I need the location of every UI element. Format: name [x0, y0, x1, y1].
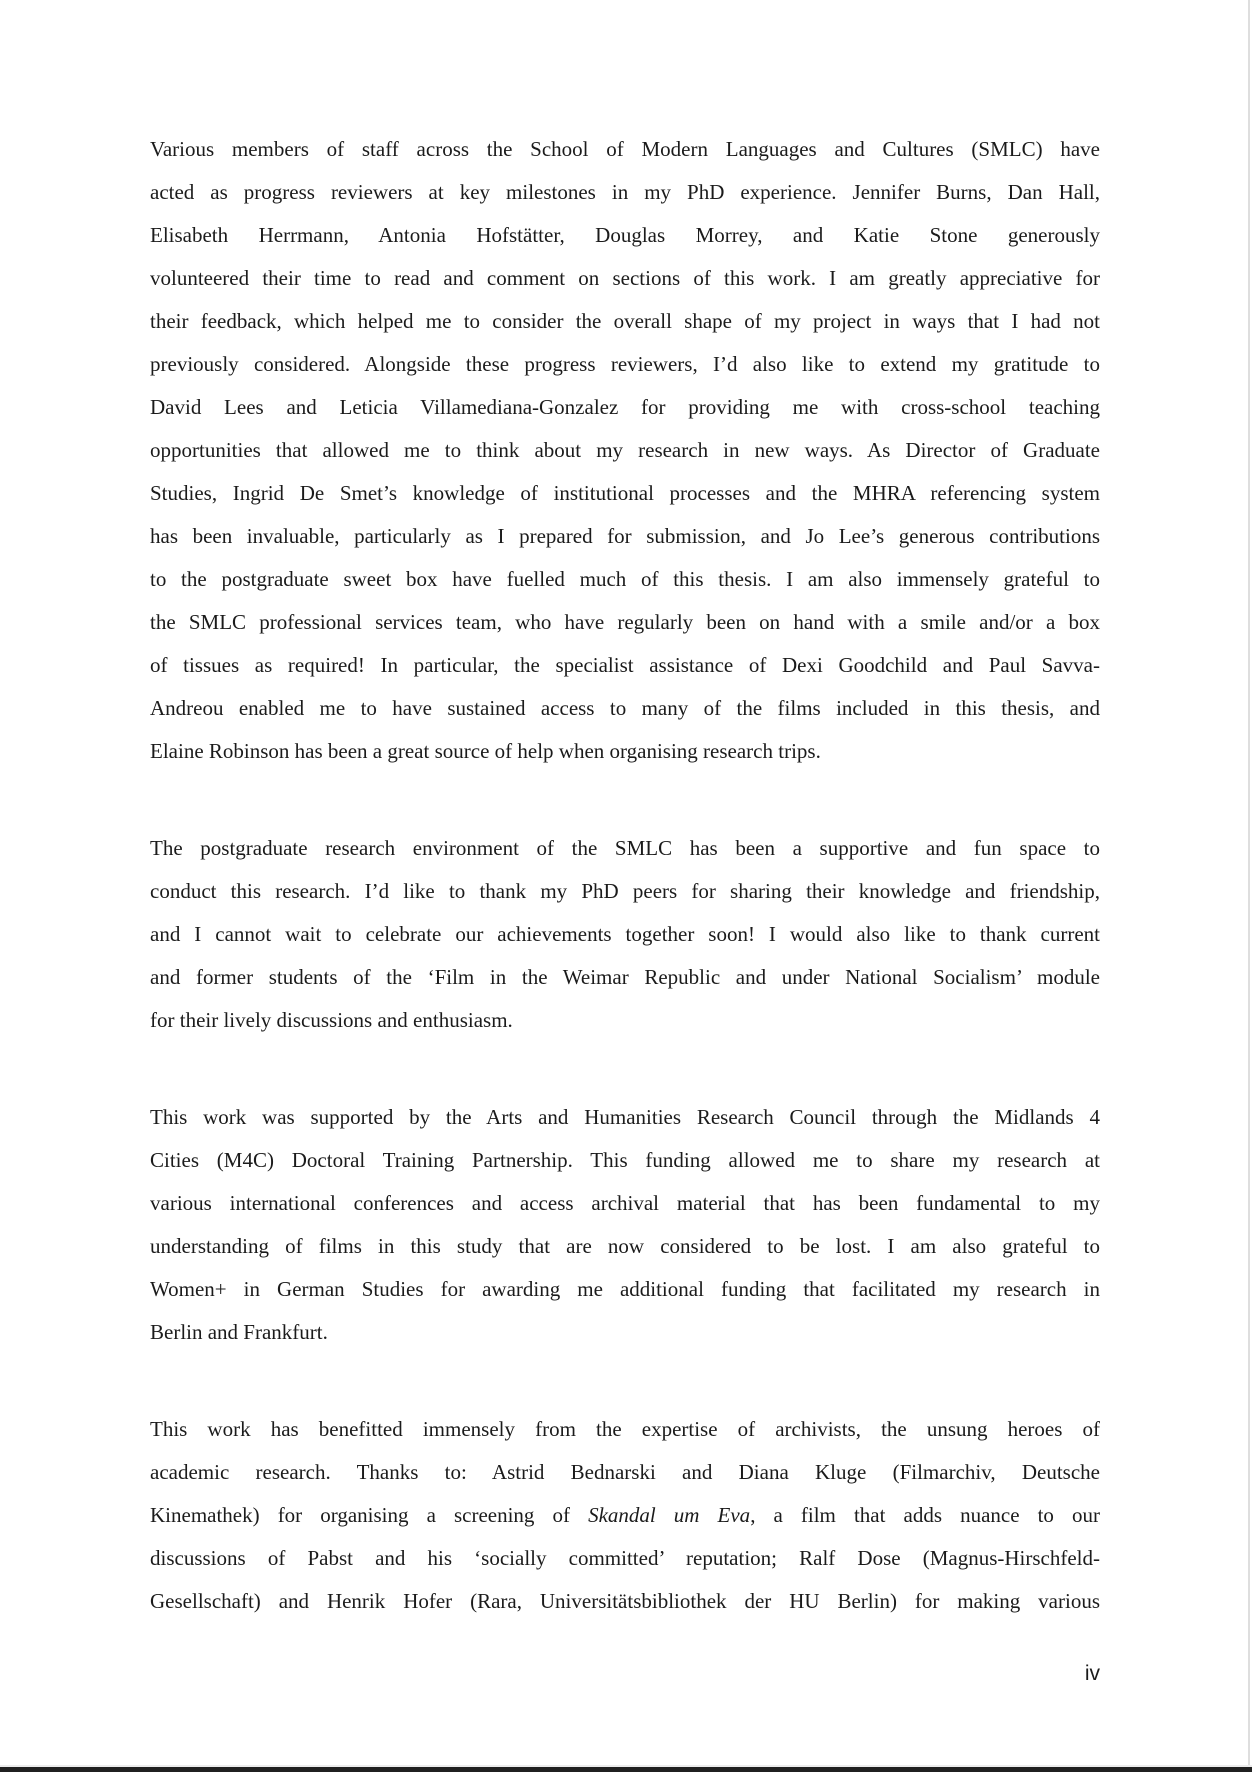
text-line — [150, 601, 1100, 644]
text-segment: , a film that adds nuance to our — [750, 1503, 1100, 1527]
text-segment: for their lively discussions and enthusiasm. — [150, 1008, 513, 1032]
text-segment: to the postgraduate sweet box have fuelled much of this thesis. I am also immensely grateful to — [150, 567, 1100, 591]
text-segment: has been invaluable, particularly as I prepared for submission, and Jo Lee’s generous contributions — [150, 524, 1100, 548]
text-segment: Women+ in German Studies for awarding me additional funding that facilitated my research in — [150, 1277, 1100, 1301]
text-segment: Various members of staff across the School of Modern Languages and Cultures (SMLC) have — [150, 137, 1100, 161]
paragraph — [150, 128, 1100, 773]
text-segment: academic research. Thanks to: Astrid Bednarski and Diana Kluge (Filmarchiv, Deutsche — [150, 1460, 1100, 1484]
text-segment: previously considered. Alongside these progress reviewers, I’d also like to extend my gratitude to — [150, 352, 1100, 376]
text-segment: various international conferences and access archival material that has been fundamental to my — [150, 1191, 1100, 1215]
text-line — [150, 999, 1100, 1042]
text-line — [150, 1408, 1100, 1451]
text-line — [150, 1580, 1100, 1623]
text-line — [150, 1225, 1100, 1268]
text-line — [150, 171, 1100, 214]
page-bottom-edge-line — [0, 1765, 1252, 1772]
text-segment: This work has benefitted immensely from the expertise of archivists, the unsung heroes of — [150, 1417, 1100, 1441]
page-number: iv — [1084, 1662, 1100, 1685]
text-segment: David Lees and Leticia Villamediana-Gonzalez for providing me with cross-school teaching — [150, 395, 1100, 419]
document-body — [150, 128, 1100, 1677]
text-line — [150, 1451, 1100, 1494]
text-line — [150, 1182, 1100, 1225]
text-segment: Studies, Ingrid De Smet’s knowledge of institutional processes and the MHRA referencing system — [150, 481, 1100, 505]
text-line — [150, 1139, 1100, 1182]
text-segment: and former students of the ‘Film in the Weimar Republic and under National Socialism’ module — [150, 965, 1100, 989]
text-segment: Berlin and Frankfurt. — [150, 1320, 328, 1344]
text-segment: Kinemathek) for organising a screening of — [150, 1503, 589, 1527]
text-line — [150, 343, 1100, 386]
text-segment: understanding of films in this study that are now considered to be lost. I am also grateful to — [150, 1234, 1100, 1258]
text-line — [150, 515, 1100, 558]
text-segment: opportunities that allowed me to think about my research in new ways. As Director of Graduate — [150, 438, 1100, 462]
text-line — [150, 1096, 1100, 1139]
paragraph — [150, 1408, 1100, 1623]
text-segment: Cities (M4C) Doctoral Training Partnership. This funding allowed me to share my research at — [150, 1148, 1100, 1172]
text-line — [150, 300, 1100, 343]
text-line — [150, 1311, 1100, 1354]
text-segment: The postgraduate research environment of the SMLC has been a supportive and fun space to — [150, 836, 1100, 860]
text-line — [150, 1268, 1100, 1311]
text-line — [150, 128, 1100, 171]
text-segment: the SMLC professional services team, who have regularly been on hand with a smile and/or a box — [150, 610, 1100, 634]
text-line — [150, 257, 1100, 300]
text-segment: Elisabeth Herrmann, Antonia Hofstätter, Douglas Morrey, and Katie Stone generously — [150, 223, 1100, 247]
text-segment: Andreou enabled me to have sustained access to many of the films included in this thesis, and — [150, 696, 1100, 720]
text-line — [150, 913, 1100, 956]
text-line — [150, 687, 1100, 730]
text-segment: Elaine Robinson has been a great source of help when organising research trips. — [150, 739, 821, 763]
text-segment: and I cannot wait to celebrate our achievements together soon! I would also like to thank current — [150, 922, 1100, 946]
paragraph — [150, 1096, 1100, 1354]
text-segment: volunteered their time to read and comment on sections of this work. I am greatly appreciative for — [150, 266, 1100, 290]
text-segment: acted as progress reviewers at key milestones in my PhD experience. Jennifer Burns, Dan Hall, — [150, 180, 1100, 204]
text-line — [150, 472, 1100, 515]
text-line — [150, 956, 1100, 999]
text-segment: their feedback, which helped me to consider the overall shape of my project in ways that I had not — [150, 309, 1100, 333]
text-line — [150, 386, 1100, 429]
text-line — [150, 730, 1100, 773]
text-line — [150, 429, 1100, 472]
text-line — [150, 214, 1100, 257]
page-right-edge-line — [1248, 0, 1250, 1772]
paragraph — [150, 827, 1100, 1042]
film-title-italic: Skandal um Eva — [588, 1503, 751, 1527]
text-segment: conduct this research. I’d like to thank my PhD peers for sharing their knowledge and friendship, — [150, 879, 1100, 903]
text-segment: Gesellschaft) and Henrik Hofer (Rara, Universitätsbibliothek der HU Berlin) for making various — [150, 1589, 1100, 1613]
text-segment: discussions of Pabst and his ‘socially committed’ reputation; Ralf Dose (Magnus-Hirschfeld- — [150, 1546, 1100, 1570]
text-line — [150, 644, 1100, 687]
text-line — [150, 1494, 1100, 1537]
text-segment: This work was supported by the Arts and Humanities Research Council through the Midlands 4 — [150, 1105, 1100, 1129]
text-line — [150, 558, 1100, 601]
text-line — [150, 827, 1100, 870]
text-line — [150, 870, 1100, 913]
text-line — [150, 1537, 1100, 1580]
text-segment: of tissues as required! In particular, the specialist assistance of Dexi Goodchild and Paul Savva- — [150, 653, 1100, 677]
